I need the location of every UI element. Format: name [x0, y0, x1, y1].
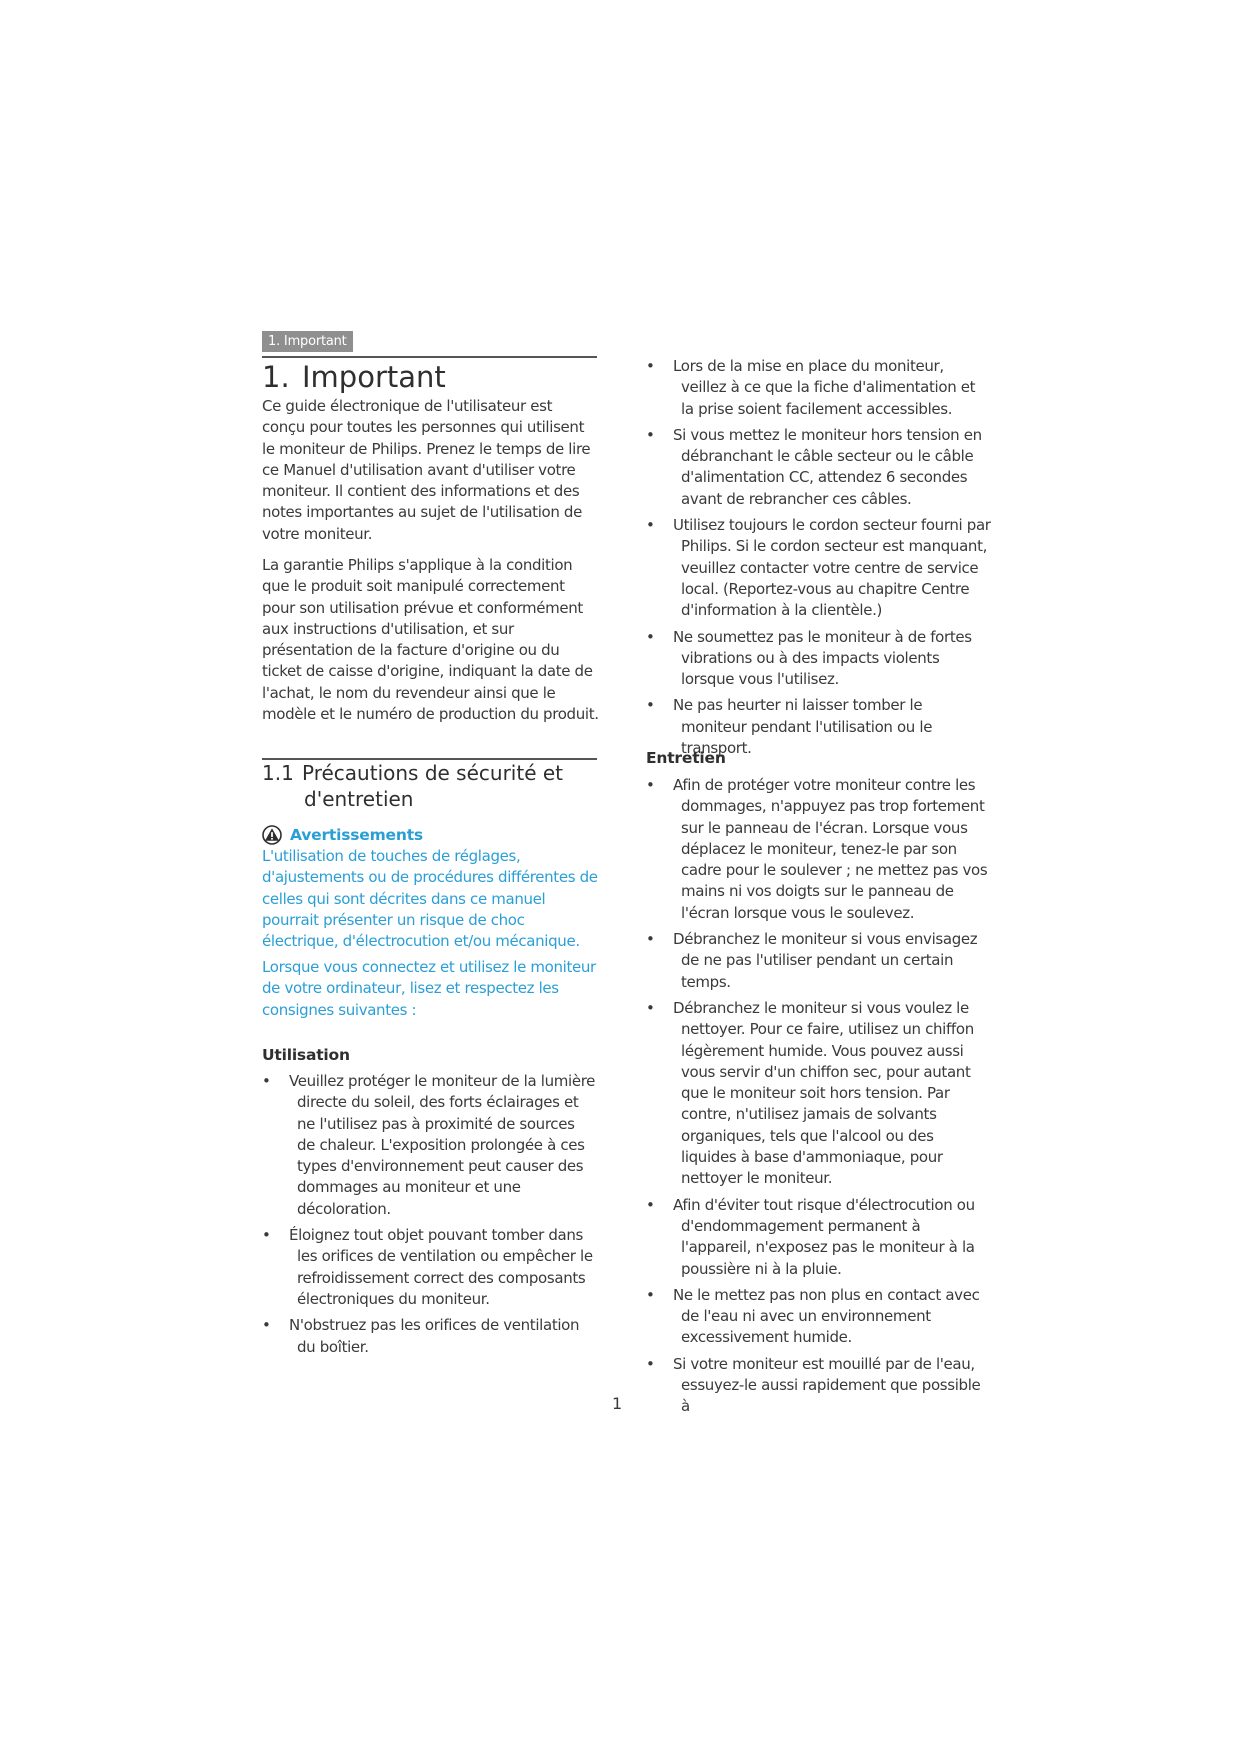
intro-paragraph: Ce guide électronique de l'utilisateur est conçu pour toutes les personnes qui utilisent le moniteur de Philips. Prenez le temps de lire ce Manuel d'utilisation avant d'utiliser votre moniteur. Il contient des informations et des notes importantes au sujet de l'utilisation de votre moniteur. — [262, 397, 591, 543]
section-number: 1.1 — [262, 761, 294, 785]
list-item: • Ne le mettez pas non plus en contact avec de l'eau ni avec un environnement excessivement humide. — [646, 1285, 980, 1347]
list-item: • Ne soumettez pas le moniteur à de fortes vibrations ou à des impacts violents lorsque vous l'utilisez. — [646, 627, 972, 689]
list-item: • Afin de protéger votre moniteur contre les dommages, n'appuyez pas trop fortement sur le panneau de l'écran. Lorsque vous déplacez le moniteur, tenez-le par son cadre pour le soulever ; ne mettez pas vos mains ni vos doigts sur le panneau de l'écran lorsque vous le soulevez. — [646, 776, 988, 922]
list-item: • N'obstruez pas les orifices de ventilation du boîtier. — [262, 1316, 580, 1356]
divider — [262, 356, 597, 358]
list-item: • Veuillez protéger le moniteur de la lumière directe du soleil, des forts éclairages et ne l'utilisez pas à proximité de sources de chaleur. L'exposition prolongée à ces types d'environnement peut causer des dommages au moniteur et une décoloration. — [262, 1072, 596, 1218]
list-item: • Si vous mettez le moniteur hors tension en débranchant le câble secteur ou le câble d'alimentation CC, attendez 6 secondes avant de rebrancher ces câbles. — [646, 425, 982, 508]
list-item: • Utilisez toujours le cordon secteur fourni par Philips. Si le cordon secteur est manquant, veuillez contacter votre centre de service local. (Reportez-vous au chapitre Centre d'information à la clientèle.) — [646, 516, 991, 620]
list-item: • Éloignez tout objet pouvant tomber dans les orifices de ventilation ou empêcher le refroidissement correct des composants électroniques du moniteur. — [262, 1226, 593, 1308]
section-heading — [262, 760, 602, 812]
list-item: • Ne pas heurter ni laisser tomber le moniteur pendant l'utilisation ou le transport. — [646, 696, 933, 758]
page-number: 1 — [612, 1394, 623, 1413]
title-number: 1. — [262, 360, 290, 394]
list-item: • Lors de la mise en place du moniteur, veillez à ce que la fiche d'alimentation et la prise soient facilement accessibles. — [646, 357, 976, 418]
title-text: Important — [302, 360, 446, 394]
list-item: • Si votre moniteur est mouillé par de l'eau, essuyez-le aussi rapidement que possible à — [646, 1354, 981, 1416]
usage-list — [646, 356, 991, 759]
utilisation-list — [262, 1071, 597, 1358]
list-item: • Débranchez le moniteur si vous voulez le nettoyer. Pour ce faire, utilisez un chiffon légèrement humide. Vous pouvez aussi vous servir d'un chiffon sec, pour autant que le moniteur soit hors tension. Par contre, n'utilisez jamais de solvants organiques, tels que l'alcool ou des liquides à base d'ammoniaque, pour nettoyer le moniteur. — [646, 998, 974, 1188]
entretien-heading: Entretien — [646, 749, 726, 767]
section-title-line1: Précautions de sécurité et — [302, 761, 563, 785]
list-item: • Débranchez le moniteur si vous envisagez de ne pas l'utiliser pendant un certain temps. — [646, 930, 978, 991]
utilisation-heading: Utilisation — [262, 1046, 350, 1064]
section-title-line2: d'entretien — [304, 787, 414, 811]
warning-title: Avertissements — [290, 826, 423, 844]
page-title — [262, 360, 602, 394]
list-item: • Afin d'éviter tout risque d'électrocution ou d'endommagement permanent à l'appareil, n'exposez pas le moniteur à la poussière ni à la pluie. — [646, 1195, 975, 1278]
chapter-tab: 1. Important — [262, 331, 353, 352]
warning-heading — [262, 825, 423, 845]
warning-paragraph: L'utilisation de touches de réglages, d'ajustements ou de procédures différentes de celles qui sont décrites dans ce manuel pourrait présenter un risque de choc électrique, d'électrocution et/ou mécanique. — [262, 847, 598, 951]
entretien-list — [646, 775, 991, 1418]
warning-icon — [262, 825, 282, 845]
warranty-paragraph: La garantie Philips s'applique à la condition que le produit soit manipulé correctement pour son utilisation prévue et conformément aux instructions d'utilisation, et sur présentation de la facture d'origine ou du ticket de caisse d'origine, indiquant la date de l'achat, le nom du revendeur ainsi que le modèle et le numéro de production du produit. — [262, 556, 599, 724]
warning-instructions: Lorsque vous connectez et utilisez le moniteur de votre ordinateur, lisez et respectez les consignes suivantes : — [262, 958, 596, 1019]
